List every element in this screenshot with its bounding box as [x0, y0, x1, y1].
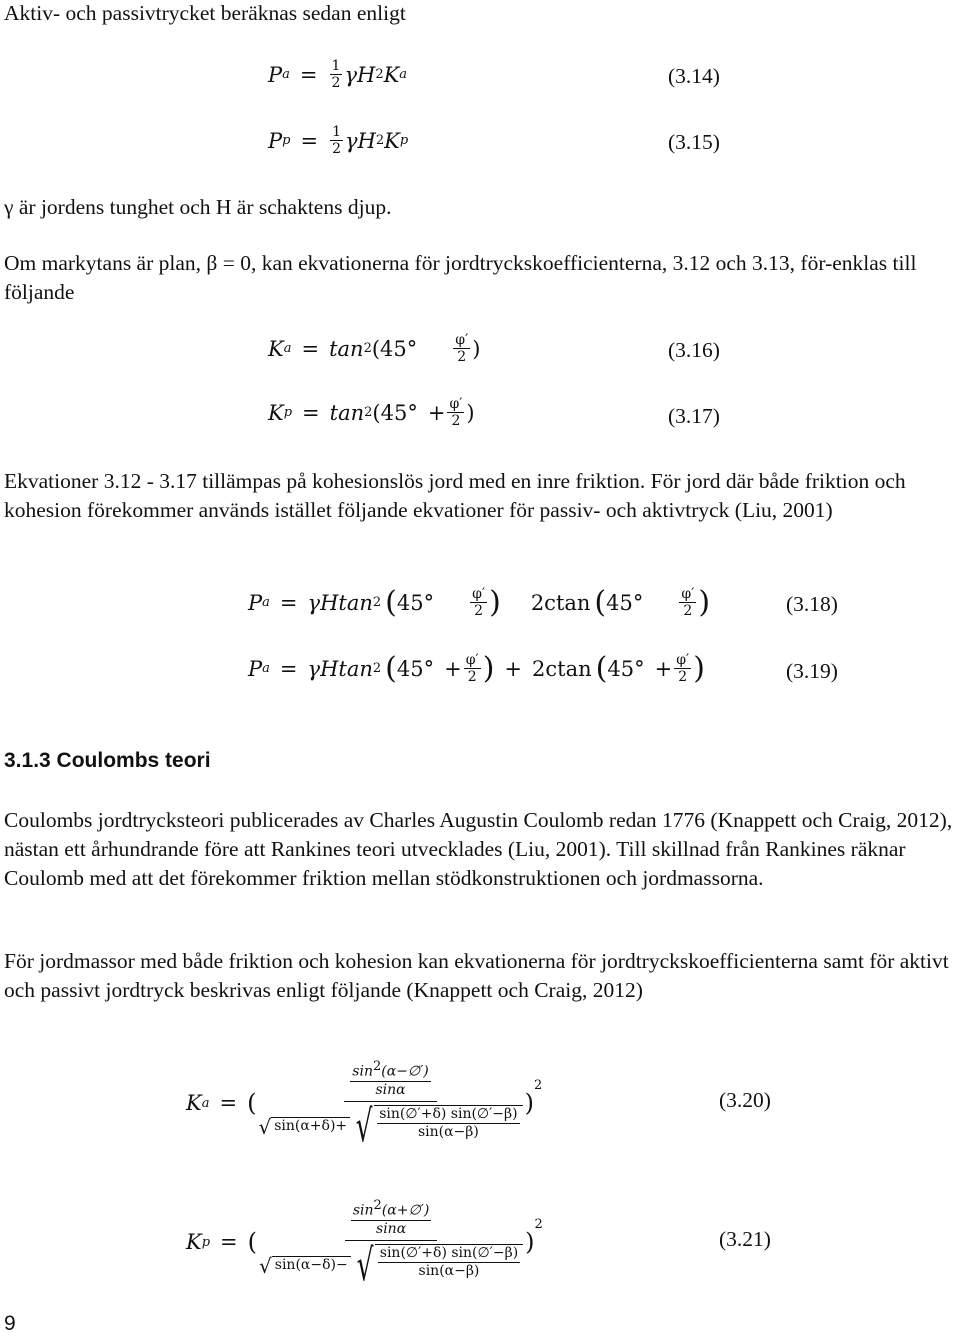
equation-number-3-17: (3.17)	[668, 404, 720, 428]
equation-number-3-19: (3.19)	[786, 659, 838, 683]
equation-number-3-14: (3.14)	[668, 64, 720, 88]
paragraph-flat-surface: Om markytans är plan, β = 0, kan ekvationerna för jordtryckskoefficienterna, 3.12 och 3.13, för-enklas till följande	[4, 251, 917, 304]
paragraph-ekvationer: Ekvationer 3.12 - 3.17 tillämpas på kohesionslös jord med en inre friktion. För jord där både friktion och kohesion förekommer används istället följande ekvationer för passiv- och aktivtryck (Liu, 2001)	[4, 469, 906, 522]
section-heading: 3.1.3 Coulombs teori	[4, 749, 211, 772]
eq-body: γH	[344, 62, 376, 87]
paragraph-coulomb-equations-intro: För jordmassor med både friktion och kohesion kan ekvationerna för jordtryckskoefficienterna samt för aktivt och passivt jordtryck beskrivas enligt följande (Knappett och Craig, 2012)	[4, 949, 949, 1002]
eq-fraction: $\frac{1}{2}$	[332, 124, 341, 157]
equation-number-3-15: (3.15)	[668, 130, 720, 154]
page-number: 9	[4, 1312, 16, 1335]
equation-number-3-20: (3.20)	[719, 1088, 771, 1112]
equation-3-20: K a = ( $\sin^2(\alpha-\emptyset')$ sinα √ sin(α+δ)+ √ sin(∅′+δ) sin(∅′−β) sin(α−β) ) $^2$	[186, 1059, 543, 1152]
equation-number-3-21: (3.21)	[719, 1227, 771, 1251]
paragraph-gamma-definition: γ är jordens tunghet och H är schaktens djup.	[4, 195, 392, 219]
eq-fraction: $\frac{1}{2}$	[331, 58, 341, 91]
paragraph-intro: Aktiv- och passivtrycket beräknas sedan enligt	[4, 1, 406, 25]
equation-number-3-18: (3.18)	[786, 592, 838, 616]
equation-3-14: P a = $\frac{1}{2}$ γH 2 K a	[268, 58, 408, 91]
equation-3-15: P p = $\frac{1}{2}$ γH 2 K p	[268, 124, 409, 157]
coefficient-fraction: $\sin^2(\alpha+\emptyset')$ sinα √ sin(α−δ)− √ sin(∅′+δ) sin(∅′−β) sin(α−β)	[259, 1197, 523, 1288]
equation-number-3-16: (3.16)	[668, 338, 720, 362]
eq-lhs: P	[268, 62, 283, 87]
equation-3-21: K p = ( $\sin^2(\alpha+\emptyset')$ sinα √ sin(α−δ)− √ sin(∅′+δ) sin(∅′−β) sin(α−β) ) $^2$	[186, 1198, 543, 1291]
coefficient-fraction: $\sin^2(\alpha-\emptyset')$ sinα √ sin(α+δ)+ √ sin(∅′+δ) sin(∅′−β) sin(α−β)	[258, 1058, 522, 1149]
equation-3-16: K a = tan 2 (45° $\frac{\varphi'}{2}$ )	[268, 332, 481, 365]
eq-op: =	[299, 62, 318, 87]
equation-3-18: P a = γHtan 2 ( 45° $\frac{\varphi'}{2}$ ) 2c tan ( 45° $\frac{\varphi'}{2}$ )	[248, 584, 711, 620]
paragraph-coulomb-theory: Coulombs jordtrycksteori publicerades av Charles Augustin Coulomb redan 1776 (Knappett och Craig, 2012), nästan ett århundrande före att Rankines teori utvecklades (Liu, 2001). Till skillnad från Rankines räknar Coulomb med att det förekommer friktion mellan stödkonstruktionen och jordmassorna.	[4, 808, 953, 890]
equation-3-17: K p = tan 2 (45° + $\frac{\varphi'}{2}$ )	[268, 396, 475, 429]
equation-3-19: P a = γHtan 2 ( 45° + $\frac{\varphi'}{2}$ ) + 2c tan ( 45° + $\frac{\varphi'}{2}$ )	[248, 650, 705, 686]
eq-lhs-sub: a	[282, 67, 290, 82]
